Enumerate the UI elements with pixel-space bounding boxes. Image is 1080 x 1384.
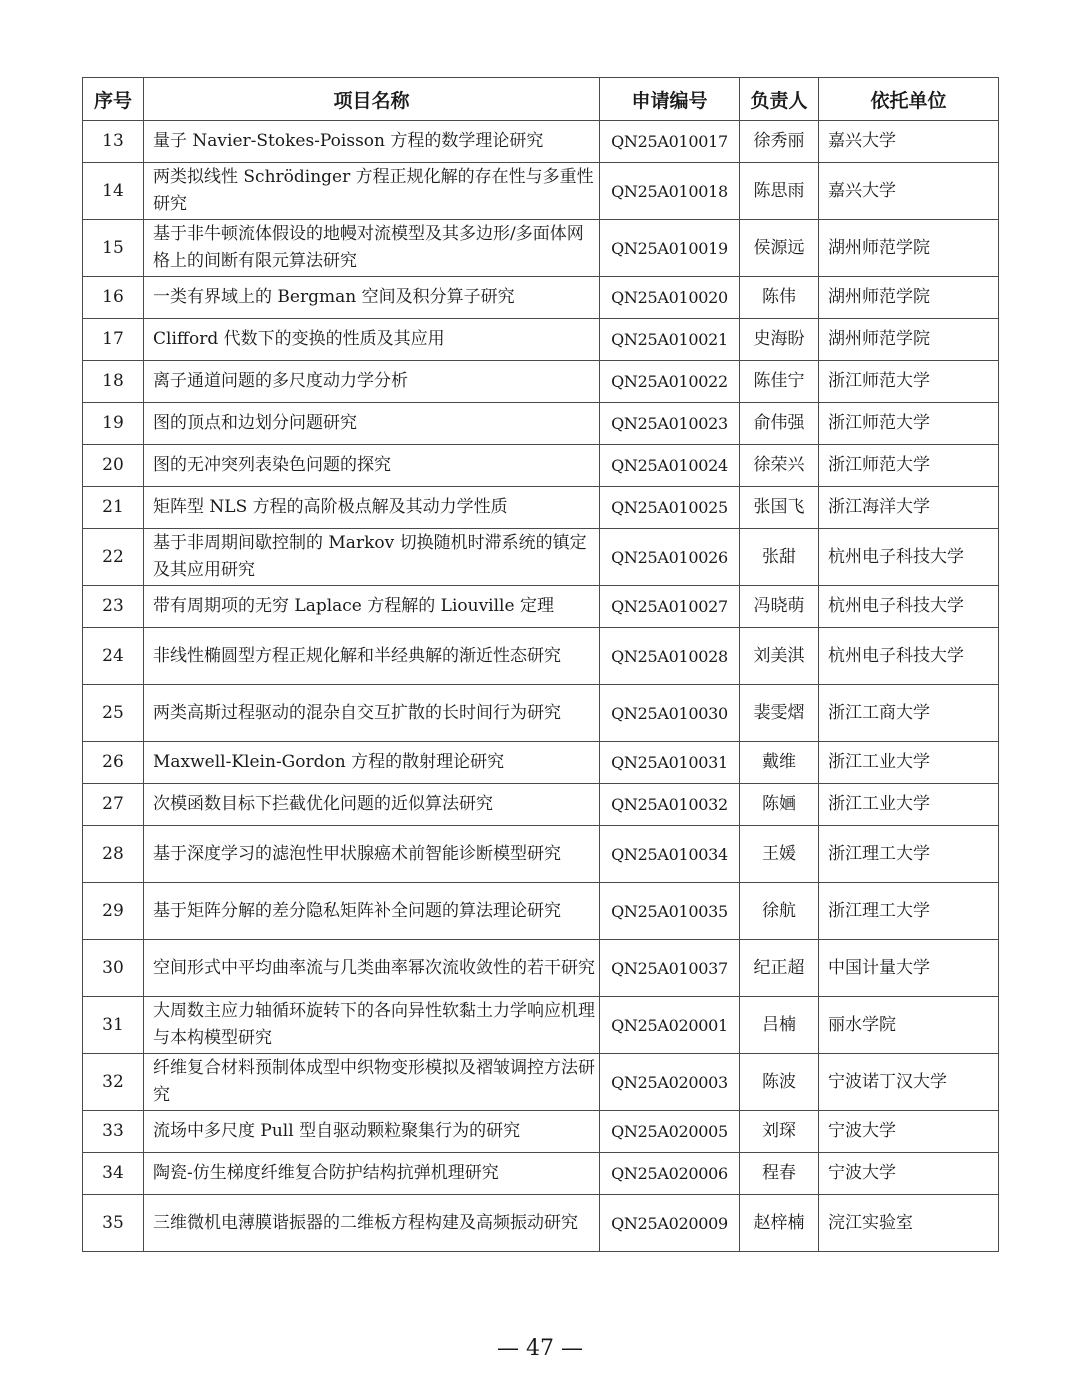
table-row	[83, 826, 999, 883]
project-name: 带有周期项的无穷 Laplace 方程解的 Liouville 定理	[144, 586, 600, 628]
person-in-charge: 陈波	[740, 1054, 819, 1111]
application-code: QN25A010028	[600, 628, 740, 685]
table-row	[83, 220, 999, 277]
header-person-in-charge: 负责人	[740, 78, 819, 121]
host-unit: 嘉兴大学	[819, 121, 999, 163]
project-name: 图的无冲突列表染色问题的探究	[144, 445, 600, 487]
person-in-charge: 刘琛	[740, 1111, 819, 1153]
host-unit: 浙江工业大学	[819, 784, 999, 826]
host-unit: 宁波诺丁汉大学	[819, 1054, 999, 1111]
table-row	[83, 163, 999, 220]
person-in-charge: 赵梓楠	[740, 1195, 819, 1252]
table-row	[83, 319, 999, 361]
table-row	[83, 883, 999, 940]
header-no: 序号	[83, 78, 144, 121]
person-in-charge: 吕楠	[740, 997, 819, 1054]
project-name: 基于非周期间歇控制的 Markov 切换随机时滞系统的镇定及其应用研究	[144, 529, 600, 586]
row-number: 17	[83, 319, 144, 361]
project-name: 基于深度学习的滤泡性甲状腺癌术前智能诊断模型研究	[144, 826, 600, 883]
person-in-charge: 张国飞	[740, 487, 819, 529]
table-row	[83, 529, 999, 586]
host-unit: 杭州电子科技大学	[819, 529, 999, 586]
project-name: 图的顶点和边划分问题研究	[144, 403, 600, 445]
host-unit: 中国计量大学	[819, 940, 999, 997]
person-in-charge: 刘美淇	[740, 628, 819, 685]
person-in-charge: 徐荣兴	[740, 445, 819, 487]
person-in-charge: 俞伟强	[740, 403, 819, 445]
row-number: 33	[83, 1111, 144, 1153]
person-in-charge: 裴雯熠	[740, 685, 819, 742]
host-unit: 杭州电子科技大学	[819, 586, 999, 628]
row-number: 34	[83, 1153, 144, 1195]
application-code: QN25A010035	[600, 883, 740, 940]
row-number: 24	[83, 628, 144, 685]
application-code: QN25A010023	[600, 403, 740, 445]
host-unit: 丽水学院	[819, 997, 999, 1054]
project-name: 两类拟线性 Schrödinger 方程正规化解的存在性与多重性研究	[144, 163, 600, 220]
row-number: 20	[83, 445, 144, 487]
row-number: 26	[83, 742, 144, 784]
person-in-charge: 张甜	[740, 529, 819, 586]
header-host-unit: 依托单位	[819, 78, 999, 121]
application-code: QN25A010031	[600, 742, 740, 784]
table-row	[83, 586, 999, 628]
project-name: 非线性椭圆型方程正规化解和半经典解的渐近性态研究	[144, 628, 600, 685]
application-code: QN25A010027	[600, 586, 740, 628]
application-code: QN25A020001	[600, 997, 740, 1054]
host-unit: 湖州师范学院	[819, 277, 999, 319]
table-row	[83, 361, 999, 403]
application-code: QN25A010034	[600, 826, 740, 883]
application-code: QN25A010025	[600, 487, 740, 529]
application-code: QN25A010032	[600, 784, 740, 826]
table-body	[83, 121, 999, 1252]
host-unit: 浙江理工大学	[819, 826, 999, 883]
row-number: 21	[83, 487, 144, 529]
project-name: 纤维复合材料预制体成型中织物变形模拟及褶皱调控方法研究	[144, 1054, 600, 1111]
application-code: QN25A010021	[600, 319, 740, 361]
project-name: 流场中多尺度 Pull 型自驱动颗粒聚集行为的研究	[144, 1111, 600, 1153]
row-number: 23	[83, 586, 144, 628]
row-number: 32	[83, 1054, 144, 1111]
row-number: 18	[83, 361, 144, 403]
host-unit: 嘉兴大学	[819, 163, 999, 220]
row-number: 22	[83, 529, 144, 586]
project-name: Maxwell-Klein-Gordon 方程的散射理论研究	[144, 742, 600, 784]
host-unit: 浙江工商大学	[819, 685, 999, 742]
table-row	[83, 1195, 999, 1252]
row-number: 30	[83, 940, 144, 997]
row-number: 28	[83, 826, 144, 883]
host-unit: 湖州师范学院	[819, 220, 999, 277]
application-code: QN25A010030	[600, 685, 740, 742]
table-row	[83, 784, 999, 826]
table-row	[83, 1111, 999, 1153]
application-code: QN25A020006	[600, 1153, 740, 1195]
row-number: 19	[83, 403, 144, 445]
row-number: 15	[83, 220, 144, 277]
host-unit: 湖州师范学院	[819, 319, 999, 361]
application-code: QN25A020009	[600, 1195, 740, 1252]
header-application-code: 申请编号	[600, 78, 740, 121]
person-in-charge: 程春	[740, 1153, 819, 1195]
project-name: 基于非牛顿流体假设的地幔对流模型及其多边形/多面体网格上的间断有限元算法研究	[144, 220, 600, 277]
application-code: QN25A010037	[600, 940, 740, 997]
table-row	[83, 1153, 999, 1195]
project-name: 矩阵型 NLS 方程的高阶极点解及其动力学性质	[144, 487, 600, 529]
host-unit: 浙江海洋大学	[819, 487, 999, 529]
application-code: QN25A010019	[600, 220, 740, 277]
application-code: QN25A010024	[600, 445, 740, 487]
project-name: 一类有界域上的 Bergman 空间及积分算子研究	[144, 277, 600, 319]
table-row	[83, 628, 999, 685]
row-number: 27	[83, 784, 144, 826]
person-in-charge: 徐秀丽	[740, 121, 819, 163]
person-in-charge: 陈思雨	[740, 163, 819, 220]
application-code: QN25A010020	[600, 277, 740, 319]
host-unit: 浙江师范大学	[819, 445, 999, 487]
row-number: 13	[83, 121, 144, 163]
project-name: 陶瓷-仿生梯度纤维复合防护结构抗弹机理研究	[144, 1153, 600, 1195]
project-table	[82, 77, 999, 1252]
person-in-charge: 王媛	[740, 826, 819, 883]
project-name: Clifford 代数下的变换的性质及其应用	[144, 319, 600, 361]
row-number: 25	[83, 685, 144, 742]
row-number: 16	[83, 277, 144, 319]
host-unit: 浣江实验室	[819, 1195, 999, 1252]
header-project-name: 项目名称	[144, 78, 600, 121]
application-code: QN25A010026	[600, 529, 740, 586]
host-unit: 宁波大学	[819, 1111, 999, 1153]
table-row	[83, 121, 999, 163]
row-number: 31	[83, 997, 144, 1054]
project-name: 空间形式中平均曲率流与几类曲率幂次流收敛性的若干研究	[144, 940, 600, 997]
table-row	[83, 940, 999, 997]
project-name: 量子 Navier-Stokes-Poisson 方程的数学理论研究	[144, 121, 600, 163]
project-name: 基于矩阵分解的差分隐私矩阵补全问题的算法理论研究	[144, 883, 600, 940]
host-unit: 浙江师范大学	[819, 361, 999, 403]
person-in-charge: 纪正超	[740, 940, 819, 997]
host-unit: 杭州电子科技大学	[819, 628, 999, 685]
table-row	[83, 277, 999, 319]
table-row	[83, 1054, 999, 1111]
table-header-row	[83, 78, 999, 121]
table-row	[83, 403, 999, 445]
row-number: 29	[83, 883, 144, 940]
application-code: QN25A010017	[600, 121, 740, 163]
host-unit: 浙江师范大学	[819, 403, 999, 445]
table-row	[83, 445, 999, 487]
person-in-charge: 陈伟	[740, 277, 819, 319]
application-code: QN25A020003	[600, 1054, 740, 1111]
person-in-charge: 侯源远	[740, 220, 819, 277]
project-name: 三维微机电薄膜谐振器的二维板方程构建及高频振动研究	[144, 1195, 600, 1252]
person-in-charge: 陈佳宁	[740, 361, 819, 403]
project-name: 次模函数目标下拦截优化问题的近似算法研究	[144, 784, 600, 826]
project-name: 离子通道问题的多尺度动力学分析	[144, 361, 600, 403]
row-number: 35	[83, 1195, 144, 1252]
person-in-charge: 史海盼	[740, 319, 819, 361]
host-unit: 宁波大学	[819, 1153, 999, 1195]
table-row	[83, 997, 999, 1054]
row-number: 14	[83, 163, 144, 220]
host-unit: 浙江工业大学	[819, 742, 999, 784]
person-in-charge: 冯晓萌	[740, 586, 819, 628]
person-in-charge: 徐航	[740, 883, 819, 940]
table-row	[83, 487, 999, 529]
host-unit: 浙江理工大学	[819, 883, 999, 940]
person-in-charge: 陈婳	[740, 784, 819, 826]
project-name: 大周数主应力轴循环旋转下的各向异性软黏土力学响应机理与本构模型研究	[144, 997, 600, 1054]
application-code: QN25A010018	[600, 163, 740, 220]
project-name: 两类高斯过程驱动的混杂自交互扩散的长时间行为研究	[144, 685, 600, 742]
page-number: — 47 —	[497, 1336, 583, 1361]
application-code: QN25A010022	[600, 361, 740, 403]
person-in-charge: 戴维	[740, 742, 819, 784]
table-row	[83, 685, 999, 742]
table-row	[83, 742, 999, 784]
application-code: QN25A020005	[600, 1111, 740, 1153]
